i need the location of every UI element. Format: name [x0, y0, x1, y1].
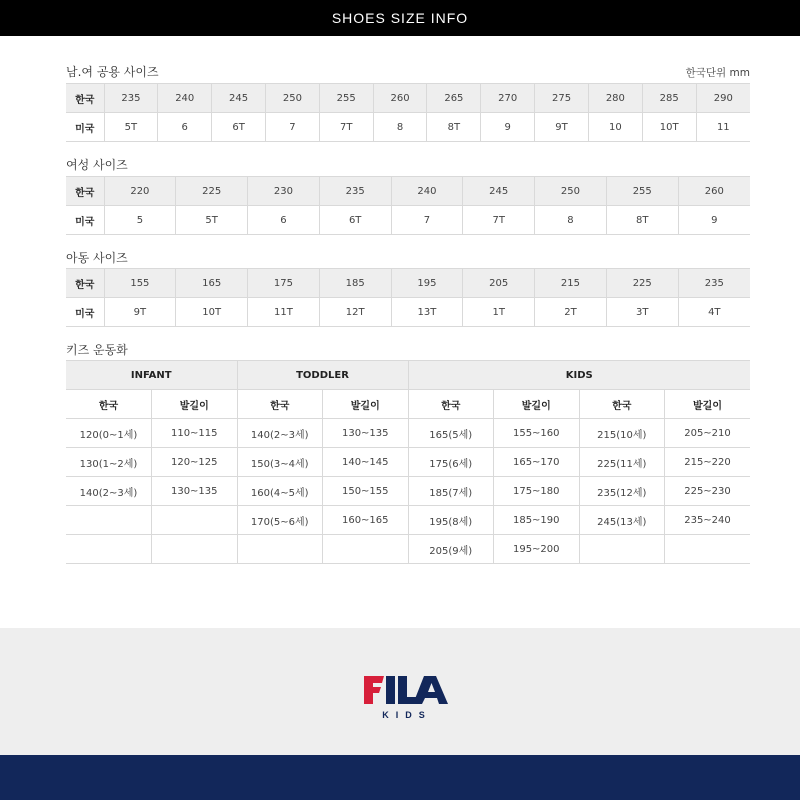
- table-row: [66, 448, 750, 477]
- table-row: [66, 419, 750, 448]
- size-cell: 6T: [212, 113, 266, 142]
- size-cell: 235: [678, 269, 750, 298]
- size-cell: 205~210: [665, 419, 751, 448]
- group-header: INFANT: [66, 361, 237, 390]
- women-title: 여성 사이즈: [66, 158, 128, 172]
- size-cell: 195~200: [494, 535, 580, 564]
- size-cell: [579, 535, 665, 564]
- table-row: [66, 206, 750, 235]
- size-cell: 185~190: [494, 506, 580, 535]
- sub-header-row: [66, 390, 750, 419]
- size-cell: 235: [319, 177, 391, 206]
- size-cell: 195(8세): [408, 506, 494, 535]
- size-cell: [323, 535, 409, 564]
- size-cell: 165~170: [494, 448, 580, 477]
- size-cell: 7: [391, 206, 463, 235]
- children-title: 아동 사이즈: [66, 251, 128, 265]
- fila-kids-logo: [362, 672, 452, 722]
- size-cell: 215: [535, 269, 607, 298]
- size-cell: [237, 535, 323, 564]
- size-cell: 240: [391, 177, 463, 206]
- table-row: [66, 269, 750, 298]
- table-row: [66, 298, 750, 327]
- size-cell: 140~145: [323, 448, 409, 477]
- size-cell: 245: [463, 177, 535, 206]
- children-size-table: [66, 268, 750, 327]
- size-cell: 250: [535, 177, 607, 206]
- size-cell: 195: [391, 269, 463, 298]
- size-cell: 175: [248, 269, 320, 298]
- size-cell: 7T: [463, 206, 535, 235]
- size-cell: 130~135: [323, 419, 409, 448]
- size-cell: 8: [373, 113, 427, 142]
- page-header: [0, 0, 800, 36]
- table-row: [66, 177, 750, 206]
- size-cell: 10T: [642, 113, 696, 142]
- sub-header: 한국: [579, 390, 665, 419]
- size-cell: 175(6세): [408, 448, 494, 477]
- size-cell: 285: [642, 84, 696, 113]
- sub-header: 발길이: [152, 390, 238, 419]
- size-cell: [66, 535, 152, 564]
- size-cell: 255: [606, 177, 678, 206]
- size-cell: 205: [463, 269, 535, 298]
- sub-header: 한국: [66, 390, 152, 419]
- row-label-korea: 한국: [66, 84, 104, 113]
- kids-shoes-title: 키즈 운동화: [66, 343, 128, 357]
- size-cell: 175~180: [494, 477, 580, 506]
- size-cell: 245: [212, 84, 266, 113]
- sub-header: 발길이: [665, 390, 751, 419]
- table-row: [66, 84, 750, 113]
- size-cell: 10T: [176, 298, 248, 327]
- size-cell: 8T: [606, 206, 678, 235]
- size-cell: [66, 506, 152, 535]
- size-cell: 5T: [104, 113, 158, 142]
- size-cell: 9T: [535, 113, 589, 142]
- size-cell: 235~240: [665, 506, 751, 535]
- size-cell: 235: [104, 84, 158, 113]
- size-cell: 225~230: [665, 477, 751, 506]
- group-header: KIDS: [408, 361, 750, 390]
- women-size-table: [66, 176, 750, 235]
- sub-header: 발길이: [494, 390, 580, 419]
- size-cell: 260: [678, 177, 750, 206]
- size-cell: 12T: [319, 298, 391, 327]
- sub-header: 한국: [408, 390, 494, 419]
- size-cell: 235(12세): [579, 477, 665, 506]
- size-cell: 240: [158, 84, 212, 113]
- size-cell: 11: [696, 113, 750, 142]
- size-cell: 8: [535, 206, 607, 235]
- size-cell: 260: [373, 84, 427, 113]
- size-cell: 155~160: [494, 419, 580, 448]
- size-cell: 150~155: [323, 477, 409, 506]
- unisex-size-table: [66, 83, 750, 142]
- size-cell: 5T: [176, 206, 248, 235]
- size-cell: 13T: [391, 298, 463, 327]
- kids-shoes-table: [66, 360, 750, 564]
- size-cell: 265: [427, 84, 481, 113]
- size-cell: 280: [588, 84, 642, 113]
- unisex-title: 남.여 공용 사이즈: [66, 65, 159, 79]
- size-cell: 165: [176, 269, 248, 298]
- row-label-us: 미국: [66, 206, 104, 235]
- size-cell: 215~220: [665, 448, 751, 477]
- size-cell: 230: [248, 177, 320, 206]
- table-row: [66, 535, 750, 564]
- table-row: [66, 506, 750, 535]
- sub-header: 발길이: [323, 390, 409, 419]
- size-cell: 4T: [678, 298, 750, 327]
- size-cell: 140(2~3세): [237, 419, 323, 448]
- size-cell: 9T: [104, 298, 176, 327]
- size-cell: 7T: [319, 113, 373, 142]
- size-cell: 250: [265, 84, 319, 113]
- size-cell: [152, 535, 238, 564]
- size-cell: 1T: [463, 298, 535, 327]
- size-cell: 225: [606, 269, 678, 298]
- size-cell: 120(0~1세): [66, 419, 152, 448]
- size-cell: [152, 506, 238, 535]
- size-cell: 275: [535, 84, 589, 113]
- size-cell: 185: [319, 269, 391, 298]
- size-cell: 155: [104, 269, 176, 298]
- size-cell: 110~115: [152, 419, 238, 448]
- size-cell: 6T: [319, 206, 391, 235]
- row-label-korea: 한국: [66, 269, 104, 298]
- size-cell: 290: [696, 84, 750, 113]
- bottom-bar: [0, 755, 800, 800]
- size-cell: 120~125: [152, 448, 238, 477]
- size-cell: 10: [588, 113, 642, 142]
- size-cell: 185(7세): [408, 477, 494, 506]
- size-cell: 11T: [248, 298, 320, 327]
- table-row: [66, 113, 750, 142]
- size-cell: 160(4~5세): [237, 477, 323, 506]
- size-cell: 255: [319, 84, 373, 113]
- size-cell: 7: [265, 113, 319, 142]
- size-cell: 3T: [606, 298, 678, 327]
- table-row: [66, 477, 750, 506]
- size-cell: 205(9세): [408, 535, 494, 564]
- size-cell: 9: [678, 206, 750, 235]
- logo-sub-text: KIDS: [382, 710, 432, 720]
- size-cell: 220: [104, 177, 176, 206]
- size-cell: 140(2~3세): [66, 477, 152, 506]
- size-cell: 6: [158, 113, 212, 142]
- unit-note: 한국단위 mm: [685, 67, 750, 79]
- size-cell: 8T: [427, 113, 481, 142]
- size-cell: 150(3~4세): [237, 448, 323, 477]
- page-title: SHOES SIZE INFO: [331, 10, 469, 26]
- row-label-korea: 한국: [66, 177, 104, 206]
- row-label-us: 미국: [66, 298, 104, 327]
- size-cell: 6: [248, 206, 320, 235]
- row-label-us: 미국: [66, 113, 104, 142]
- size-cell: 225(11세): [579, 448, 665, 477]
- size-cell: 225: [176, 177, 248, 206]
- group-header: TODDLER: [237, 361, 408, 390]
- size-cell: 245(13세): [579, 506, 665, 535]
- size-cell: 130(1~2세): [66, 448, 152, 477]
- size-cell: 5: [104, 206, 176, 235]
- size-cell: 130~135: [152, 477, 238, 506]
- group-header-row: [66, 361, 750, 390]
- size-cell: [665, 535, 751, 564]
- size-cell: 215(10세): [579, 419, 665, 448]
- size-cell: 2T: [535, 298, 607, 327]
- size-cell: 170(5~6세): [237, 506, 323, 535]
- sub-header: 한국: [237, 390, 323, 419]
- size-cell: 9: [481, 113, 535, 142]
- size-cell: 270: [481, 84, 535, 113]
- size-cell: 160~165: [323, 506, 409, 535]
- size-cell: 165(5세): [408, 419, 494, 448]
